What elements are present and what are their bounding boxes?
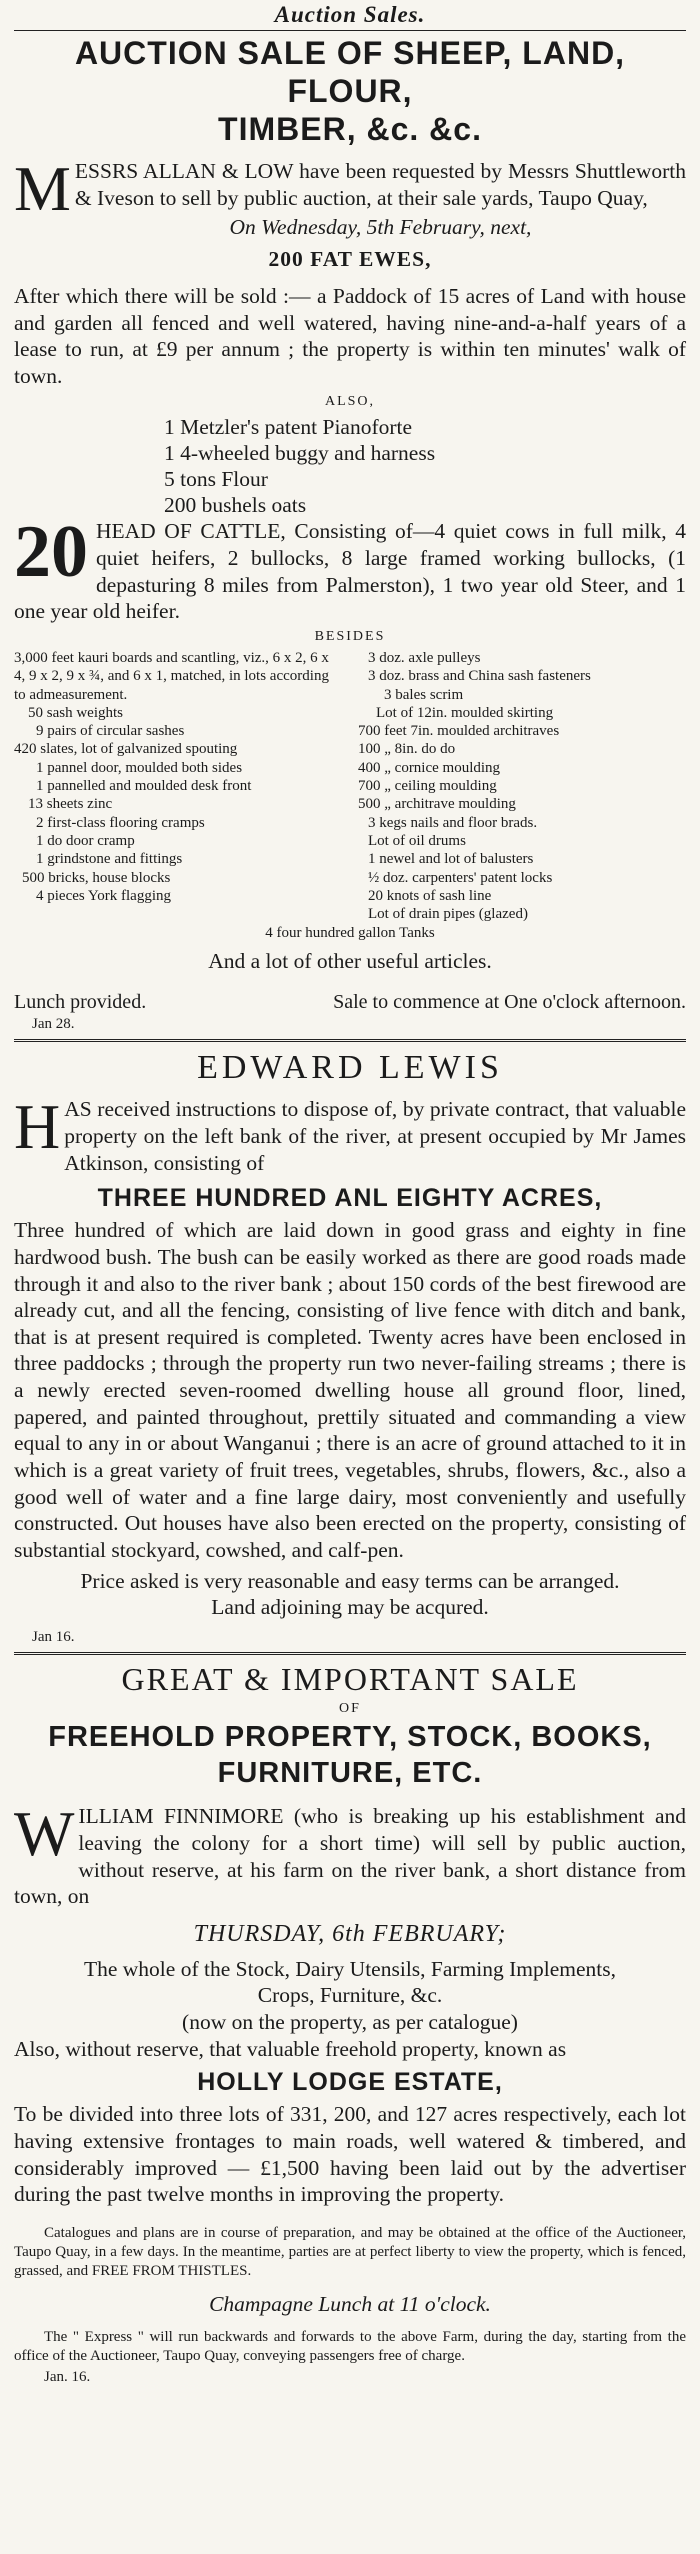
ad3-date: THURSDAY, 6th FEBRUARY;	[193, 1920, 507, 1947]
list-item: 1 do door cramp	[36, 832, 135, 849]
list-item: 50 sash weights	[28, 704, 123, 721]
ad3-subtitle1: FREEHOLD PROPERTY, STOCK, BOOKS,	[48, 1720, 652, 1753]
ad3-catalogue: (now on the property, as per catalogue)	[182, 2009, 518, 2034]
ad2-title: EDWARD LEWIS	[197, 1049, 503, 1087]
ad1-cattle-number: 20	[14, 511, 88, 594]
ad1-land: After which there will be sold :— a Paddock of 15 acres of Land with house and garden all fenced and well watered, having nine-and-a-half years of a lease to run, at £9 per annum ; the property is within ten minutes' walk of town.	[14, 283, 686, 388]
list-item: 13 sheets zinc	[28, 796, 113, 813]
ad1-sundries-columns	[14, 649, 686, 923]
ad3-title: GREAT & IMPORTANT SALE	[121, 1661, 579, 1698]
list-item: 4 pieces York flagging	[36, 887, 171, 904]
ad3-champagne: Champagne Lunch at 11 o'clock.	[209, 2292, 491, 2317]
ad1-dropcap: M	[14, 153, 71, 225]
ad2-dropcap: H	[14, 1091, 61, 1163]
advertisement-great-important-sale	[14, 1661, 686, 2385]
list-item: 500 bricks, house blocks	[22, 869, 171, 886]
list-item: 700 feet 7in. moulded architraves	[358, 723, 560, 740]
list-item: 1 pannel door, moulded both sides	[36, 759, 243, 776]
list-item: 1 grindstone and fittings	[36, 851, 183, 868]
ad3-subtitle2: FURNITURE, ETC.	[217, 1757, 483, 1790]
list-item: ½ doz. carpenters' patent locks	[368, 869, 553, 886]
list-item: 1 pannelled and moulded desk front	[36, 778, 252, 795]
ad3-of: OF	[339, 1700, 361, 1716]
ad3-whole: The whole of the Stock, Dairy Utensils, Farming Implements, Crops, Furniture, &c.	[83, 1956, 617, 2008]
ad1-intro: ESSRS ALLAN & LOW have been requested by Messrs Shuttleworth & Iveson to sell by public auction, at their sale yards, Taupo Quay,	[74, 159, 686, 210]
list-item: 500 „ architrave moulding	[358, 796, 516, 813]
ad1-intro-paragraph	[14, 153, 686, 225]
list-item: 1 newel and lot of balusters	[368, 851, 534, 868]
list-item: Lot of oil drums	[368, 832, 466, 849]
ad1-title-line1: AUCTION SALE OF SHEEP, LAND, FLOUR,	[74, 35, 626, 109]
ad1-commence: Sale to commence at One o'clock afternoon.	[333, 991, 686, 1014]
ad2-adjoining: Land adjoining may be acqured.	[211, 1595, 489, 1620]
list-item: 3,000 feet kauri boards and scantling, viz., 6 x 2, 6 x 4, 9 x 2, 9 x ¾, and 6 x 1, matched, in lots according to admeasurement.	[14, 650, 329, 703]
ad3-dropcap: W	[14, 1798, 75, 1870]
list-item: 700 „ ceiling moulding	[358, 778, 497, 795]
ad1-besides: BESIDES	[314, 629, 386, 644]
list-item: 2 first-class flooring cramps	[36, 814, 205, 831]
list-item: 200 bushels oats	[164, 493, 307, 518]
ad3-estate: HOLLY LODGE ESTATE,	[197, 2068, 503, 2097]
ad1-cattle: HEAD OF CATTLE, Consisting of—4 quiet cows in full milk, 4 quiet heifers, 2 bullocks, 8 large framed working bullocks, (1 depasturing 8 miles from Palmerston), 1 two year old Steer, and 1 one year old heifer.	[14, 519, 686, 624]
ad1-cattle-paragraph	[14, 511, 686, 625]
list-item: 3 bales scrim	[384, 686, 464, 703]
list-item: Lot of 12in. moulded skirting	[376, 704, 554, 721]
ad3-express: The " Express " will run backwards and forwards to the above Farm, during the day, starting from the office of the Auctioneer, Taupo Quay, conveying passengers free of charge.	[14, 2329, 686, 2365]
ad1-right-column	[350, 649, 686, 923]
ad1-items-list	[14, 414, 686, 519]
ad1-also: ALSO,	[324, 393, 376, 409]
list-item: Lot of drain pipes (glazed)	[368, 906, 528, 923]
ad3-intro-paragraph	[14, 1798, 686, 1910]
ad3-catalogues: Catalogues and plans are in course of preparation, and may be obtained at the office of the Auctioneer, Taupo Quay, in a few days. In the meantime, parties are at perfect liberty to view the property, which is fenced, grassed, and FREE FROM THISTLES.	[14, 2224, 686, 2280]
list-item: 1 Metzler's patent Pianoforte	[164, 414, 413, 439]
list-item: 3 doz. axle pulleys	[368, 650, 481, 666]
ad1-lunch: Lunch provided.	[14, 991, 147, 1014]
ad3-dateline: Jan. 16.	[44, 2368, 91, 2385]
ad1-ewes: 200 FAT EWES,	[268, 247, 432, 272]
ad2-price: Price asked is very reasonable and easy terms can be arranged.	[80, 1568, 620, 1593]
list-item: 1 4-wheeled buggy and harness	[164, 440, 436, 465]
list-item: 20 knots of sash line	[368, 887, 492, 904]
ad2-acres: THREE HUNDRED ANL EIGHTY ACRES,	[97, 1184, 603, 1213]
list-item: 3 kegs nails and floor brads.	[368, 814, 538, 831]
ad1-left-column	[14, 649, 350, 923]
ad3-intro: ILLIAM FINNIMORE (who is breaking up his establishment and leaving the colony for a short time) will sell by public auction, without reserve, at his farm on the river bank, a short distance from town, on	[14, 1804, 686, 1909]
ad2-intro: AS received instructions to dispose of, by private contract, that valuable property on the left bank of the river, at present occupied by Mr James Atkinson, consisting of	[64, 1097, 686, 1175]
page-header: Auction Sales.	[274, 2, 426, 27]
list-item: 400 „ cornice moulding	[358, 759, 501, 776]
ad1-date: On Wednesday, 5th February, next,	[229, 214, 532, 239]
advertisement-sheep-land-flour	[14, 35, 686, 1033]
ad2-intro-paragraph	[14, 1091, 686, 1176]
list-item: 100 „ 8in. do do	[358, 741, 456, 758]
ad1-other-articles: And a lot of other useful articles.	[208, 949, 492, 974]
ad3-also: Also, without reserve, that valuable freehold property, known as	[14, 2036, 567, 2061]
list-item: 3 doz. brass and China sash fasteners	[368, 668, 591, 685]
ad-divider	[14, 1039, 686, 1042]
ad2-dateline: Jan 16.	[32, 1629, 75, 1646]
ad1-title-line2: TIMBER, &c. &c.	[218, 110, 482, 147]
ad-divider	[14, 1652, 686, 1655]
list-item: 420 slates, lot of galvanized spouting	[14, 741, 238, 758]
list-item: 5 tons Flour	[164, 466, 268, 491]
ad1-dateline: Jan 28.	[32, 1016, 75, 1033]
header-rule	[14, 30, 686, 31]
ad2-body: Three hundred of which are laid down in good grass and eighty in fine hardwood bush. The bush can be easily worked as there are good roads made through it and also to the river bank ; about 150 cords of the best firewood are already cut, and all the fencing, consisting of live fence with ditch and bank, that is at present required is completed. Twenty acres have been enclosed in three paddocks ; through the property run two never-failing streams ; there is a newly erected seven-roomed dwelling house all ground floor, lined, papered, and painted throughout, prettily situated and commanding a view equal to any in or about Wanganui ; there is an acre of ground attached to it in which is a great variety of fruit trees, vegetables, shrubs, flowers, &c., also a good well of water and a fine large dairy, most conveniently and usefully constructed. Out houses have also been erected on the property, consisting of substantial stockyard, cowshed, and calf-pen.	[14, 1218, 686, 1563]
ad1-footer-row	[14, 991, 686, 1014]
ad1-tanks: 4 four hundred gallon Tanks	[265, 925, 435, 942]
list-item: 9 pairs of circular sashes	[36, 723, 185, 740]
ad3-divided: To be divided into three lots of 331, 200, and 127 acres respectively, each lot having extensive frontages to main roads, well watered & timbered, and considerably improved — £1,500 having been laid out by the advertiser during the past twelve months in improving the property.	[14, 2102, 686, 2207]
advertisement-edward-lewis	[14, 1048, 686, 1646]
